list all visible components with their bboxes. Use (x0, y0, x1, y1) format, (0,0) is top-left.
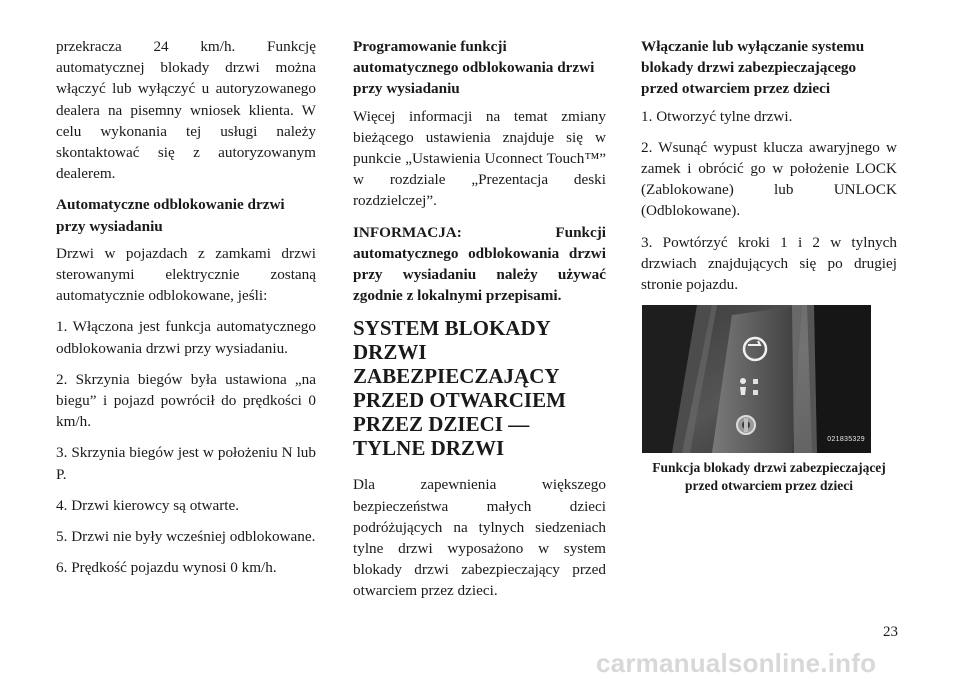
list-item: 2. Wsunąć wypust klucza awaryjnego w zamek i obrócić go w położenie LOCK (Zablokowane) lub UNLOCK (Odblokowane). (641, 138, 897, 220)
list-item: 2. Skrzynia biegów była ustawiona „na biegu” i pojazd powrócił do prędkości 0 km/h. (56, 370, 316, 431)
subheading-enable-disable: Włączanie lub wyłączanie systemu blokady drzwi zabezpieczającego przed otwarciem przez dzieci (641, 38, 865, 98)
paragraph: Drzwi w pojazdach z zamkami drzwi sterowanymi elektrycznie zostaną automatycznie odblokowane, jeśli: (56, 244, 316, 305)
subheading-auto-unlock: Automatyczne odblokowanie drzwi przy wysiadaniu (56, 196, 285, 235)
section-title: SYSTEM BLOKADY DRZWI ZABEZPIECZAJĄCY PRZED OTWARCIEM PRZEZ DZIECI — TYLNE DRZWI (353, 316, 566, 461)
list-item: 6. Prędkość pojazdu wynosi 0 km/h. (56, 559, 277, 577)
list-item: 4. Drzwi kierowcy są otwarte. (56, 496, 240, 514)
watermark: carmanualsonline.info (596, 648, 877, 678)
list-item: 3. Powtórzyć kroki 1 i 2 w tylnych drzwiach znajdujących się po drugiej stronie pojazdu. (641, 233, 897, 294)
list-item: 1. Otworzyć tylne drzwi. (641, 107, 793, 125)
list-item: 1. Włączona jest funkcja automatycznego odblokowania drzwi przy wysiadaniu. (56, 318, 316, 357)
paragraph: przekracza 24 km/h. Funkcję automatycznej blokady drzwi można włączyć lub wyłączyć u autoryzowanego dealera na pisemny wniosek klienta. W celu wykonania tej usługi należy skontaktować się z autoryzowanym dealerem. (56, 38, 316, 183)
subheading-programming: Programowanie funkcji automatycznego odblokowania drzwi przy wysiadaniu (353, 38, 595, 98)
list-item: 3. Skrzynia biegów jest w położeniu N lub P. (56, 444, 316, 483)
column-middle (353, 36, 606, 612)
column-right (641, 36, 897, 495)
note-information: INFORMACJA: Funkcji automatycznego odblokowania drzwi przy wysiadaniu należy używać zgodnie z lokalnymi przepisami. (353, 223, 606, 305)
paragraph: Dla zapewnienia większego bezpieczeństwa małych dzieci podróżujących na tylnych siedzeniach tylne drzwi wyposażono w system blokady drzwi zabezpieczający przed otwarciem przez dzieci. (353, 476, 606, 600)
figure-code: 021835329 (827, 436, 865, 444)
list-item: 5. Drzwi nie były wcześniej odblokowane. (56, 528, 316, 546)
paragraph: Więcej informacji na temat zmiany bieżącego ustawienia znajduje się w punkcie „Ustawienia Uconnect Touch™” w rozdziale „Prezentacja deski rozdzielczej”. (353, 107, 606, 210)
column-left (56, 36, 316, 588)
page-number: 23 (883, 624, 898, 640)
figure-caption: Funkcja blokady drzwi zabezpieczającej przed otwarciem przez dzieci (652, 460, 886, 494)
child-lock-photo (642, 305, 871, 453)
